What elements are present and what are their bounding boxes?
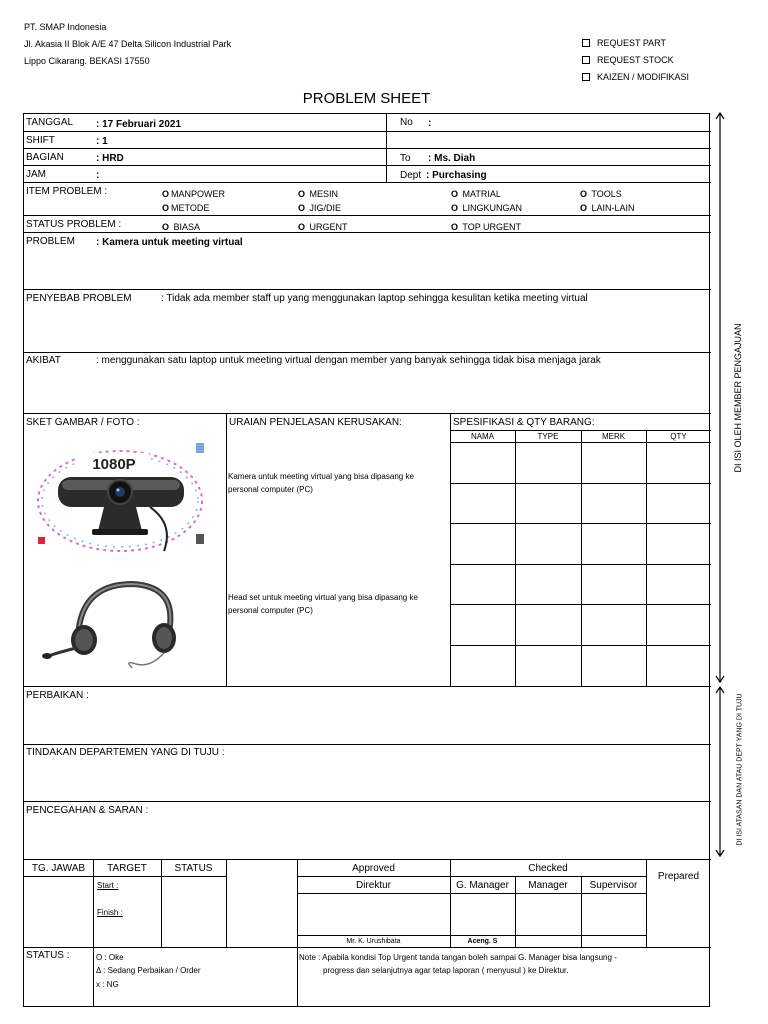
direktur-header: Direktur [355, 880, 391, 891]
bagian-label: BAGIAN [26, 152, 64, 163]
target-header: TARGET [107, 863, 147, 874]
tanggal-label: TANGGAL [26, 117, 74, 128]
perbaikan-label: PERBAIKAN : [26, 690, 89, 701]
radio-jig-die[interactable]: O JIG/DIE [298, 203, 342, 213]
bagian-field[interactable]: : HRD [96, 153, 124, 164]
status-problem-label: STATUS PROBLEM : [26, 219, 122, 230]
spesifikasi-label: SPESIFIKASI & QTY BARANG: [453, 417, 595, 428]
problem-label: PROBLEM [26, 236, 75, 247]
dept-field[interactable]: : Purchasing [426, 170, 487, 181]
note-line-1: Note : Apabila kondisi Top Urgent tanda tangan boleh sampai G. Manager bisa langsung - [299, 953, 617, 962]
shift-label: SHIFT [26, 135, 55, 146]
uraian-item-1: Kamera untuk meeting virtual yang bisa dipasang ke personal computer (PC) [228, 472, 414, 494]
checkbox-request-stock[interactable]: REQUEST STOCK [582, 55, 674, 65]
akibat-field[interactable]: : menggunakan satu laptop untuk meeting virtual dengan member yang banyak sehingga tidak bisa menjaga jarak [96, 355, 601, 366]
status-legend-label: STATUS : [26, 950, 70, 961]
radio-tools[interactable]: O TOOLS [580, 189, 622, 199]
problem-sheet-form [23, 113, 710, 1007]
headset-photo [40, 576, 190, 672]
dept-label: Dept [400, 170, 422, 181]
webcam-photo [34, 439, 206, 559]
checkbox-kaizen[interactable]: KAIZEN / MODIFIKASI [582, 72, 689, 82]
company-name: PT. SMAP Indonesia [24, 22, 107, 32]
note-line-2: progress dan selanjutnya agar tetap laporan ( menyusul ) ke Direktur. [323, 966, 569, 975]
side-label-lower: DI ISI ATASAN DAN ATAU DEPT YANG DI TUJU [736, 693, 744, 846]
gmanager-name: Aceng. S [467, 938, 498, 945]
checkbox-icon [582, 39, 590, 47]
status-legend-progress: Δ : Sedang Perbaikan / Order [96, 966, 201, 975]
no-label: No [400, 117, 413, 128]
shift-field[interactable]: : 1 [96, 136, 108, 147]
jam-field[interactable]: : [96, 170, 100, 181]
direktur-name: Mr. K. Urushibata [346, 938, 401, 945]
status-header: STATUS [174, 863, 213, 874]
side-bracket [711, 110, 731, 860]
pencegahan-label: PENCEGAHAN & SARAN : [26, 805, 149, 816]
prepared-header: Prepared [657, 871, 700, 882]
spec-col-type: TYPE [537, 432, 559, 441]
status-legend-ok: O : Oke [96, 953, 124, 962]
no-field[interactable]: : [428, 118, 432, 129]
radio-matrial[interactable]: O MATRIAL [451, 189, 501, 199]
approved-header: Approved [352, 863, 395, 874]
checkbox-request-part[interactable]: REQUEST PART [582, 38, 666, 48]
spec-col-merk: MERK [601, 432, 626, 441]
checked-header: Checked [528, 863, 568, 874]
jam-label: JAM [26, 169, 46, 180]
side-label-upper: DI ISI OLEH MEMBER PENGAJUAN [733, 323, 743, 473]
finish-field[interactable]: Finish : [97, 908, 123, 917]
checkbox-icon [582, 73, 590, 81]
company-address-1: Jl. Akasia II Blok A/E 47 Delta Silicon Industrial Park [24, 39, 232, 49]
supervisor-header: Supervisor [589, 880, 638, 891]
sket-label: SKET GAMBAR / FOTO : [26, 417, 140, 428]
start-field[interactable]: Start : [97, 881, 119, 890]
page-title: PROBLEM SHEET [302, 90, 431, 107]
akibat-label: AKIBAT [26, 355, 61, 366]
radio-urgent[interactable]: O URGENT [298, 222, 348, 232]
penyebab-field[interactable]: : Tidak ada member staff up yang menggunakan laptop sehingga kesulitan ketika meeting virtual [161, 293, 588, 304]
spec-col-qty: QTY [670, 432, 687, 441]
radio-mesin[interactable]: O MESIN [298, 189, 339, 199]
problem-field[interactable]: : Kamera untuk meeting virtual [96, 237, 243, 248]
spec-col-nama: NAMA [470, 432, 495, 441]
tg-jawab-header: TG. JAWAB [31, 863, 86, 874]
radio-manpower[interactable]: O MANPOWER [162, 189, 226, 199]
to-label: To [400, 153, 411, 164]
uraian-label: URAIAN PENJELASAN KERUSAKAN: [229, 417, 402, 428]
penyebab-label: PENYEBAB PROBLEM [26, 293, 132, 304]
checkbox-icon [582, 56, 590, 64]
radio-biasa[interactable]: O BIASA [162, 222, 201, 232]
company-address-2: Lippo Cikarang. BEKASI 17550 [24, 56, 150, 66]
tindakan-label: TINDAKAN DEPARTEMEN YANG DI TUJU : [26, 747, 225, 758]
to-field[interactable]: : Ms. Diah [428, 153, 476, 164]
radio-lingkungan[interactable]: O LINGKUNGAN [451, 203, 523, 213]
gmanager-header: G. Manager [456, 880, 509, 891]
status-legend-ng: x : NG [96, 980, 119, 989]
item-problem-label: ITEM PROBLEM : [26, 186, 108, 197]
camera-badge: 1080P [92, 456, 136, 473]
radio-top-urgent[interactable]: O TOP URGENT [451, 222, 522, 232]
tanggal-field[interactable]: : 17 Februari 2021 [96, 119, 182, 130]
manager-header: Manager [528, 880, 568, 891]
radio-lain-lain[interactable]: O LAIN-LAIN [580, 203, 635, 213]
uraian-item-2: Head set untuk meeting virtual yang bisa dipasang ke personal computer (PC) [228, 593, 418, 615]
radio-metode[interactable]: O METODE [162, 203, 210, 213]
